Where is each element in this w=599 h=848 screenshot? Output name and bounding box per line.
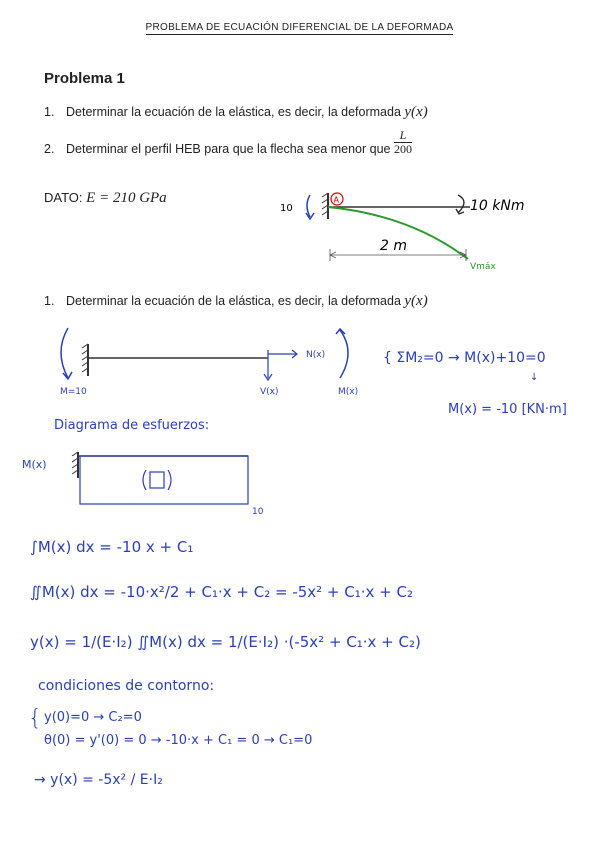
svg-text:M(x): M(x) [338,387,359,397]
task-1-repeat: 1. Determinar la ecuación de la elástica, es decir, la deformada y(x) [44,293,428,309]
svg-text:N(x): N(x) [306,350,326,360]
free-body-diagram [40,322,370,402]
boundary-cond-1: y(0)=0 → C₂=0 [44,710,142,725]
eq-arrow: ↓ [530,372,539,383]
diagram-title: Diagrama de esfuerzos: [54,418,210,433]
brace: { [28,706,42,731]
svg-text:2 m: 2 m [380,238,407,254]
load-arrow [307,195,310,217]
integral-1: ∫M(x) dx = -10 x + C₁ [30,538,194,556]
task-1: 1. Determinar la ecuación de la elástica, es decir, la deformada y(x) [44,104,428,120]
svg-text:10: 10 [252,507,264,517]
boundary-title: condiciones de contorno: [38,678,215,694]
page-header: PROBLEMA DE ECUACIÓN DIFERENCIAL DE LA DEFORMADA [145,22,454,33]
svg-text:M(x): M(x) [22,458,47,471]
svg-text:Vmáx: Vmáx [470,262,496,272]
dato: DATO: E = 210 GPa [44,190,167,206]
svg-text:M=10: M=10 [60,387,87,397]
equilibrium-eq: { ΣM₂=0 → M(x)+10=0 [383,350,546,366]
problem-title: Problema 1 [44,70,125,87]
task-2: 2. Determinar el perfil HEB para que la flecha sea menor que $\frac{L}{200}$ [44,128,412,157]
final-result: → y(x) = -5x² / E·I₂ [34,772,163,788]
moment-diagram [20,448,264,520]
svg-text:10 kNm: 10 kNm [470,198,525,214]
beam-figure [270,185,570,280]
integral-3: y(x) = 1/(E·I₂) ∬M(x) dx = 1/(E·I₂) ·(-5x² + C₁·x + C₂) [30,633,421,651]
reaction-moment-arrow [61,328,68,378]
moment-result: M(x) = -10 [KN·m] [448,402,567,417]
boundary-cond-2: θ(0) = y'(0) = 0 → -10·x + C₁ = 0 → C₁=0 [44,733,313,748]
moment-arrow [458,195,464,213]
integral-2: ∬M(x) dx = -10·x²/2 + C₁·x + C₂ = -5x² + C₁·x + C₂ [30,583,413,601]
svg-text:V(x): V(x) [260,387,279,397]
svg-text:A: A [333,195,339,205]
svg-text:10: 10 [280,203,293,214]
internal-moment-arrow [340,330,348,378]
